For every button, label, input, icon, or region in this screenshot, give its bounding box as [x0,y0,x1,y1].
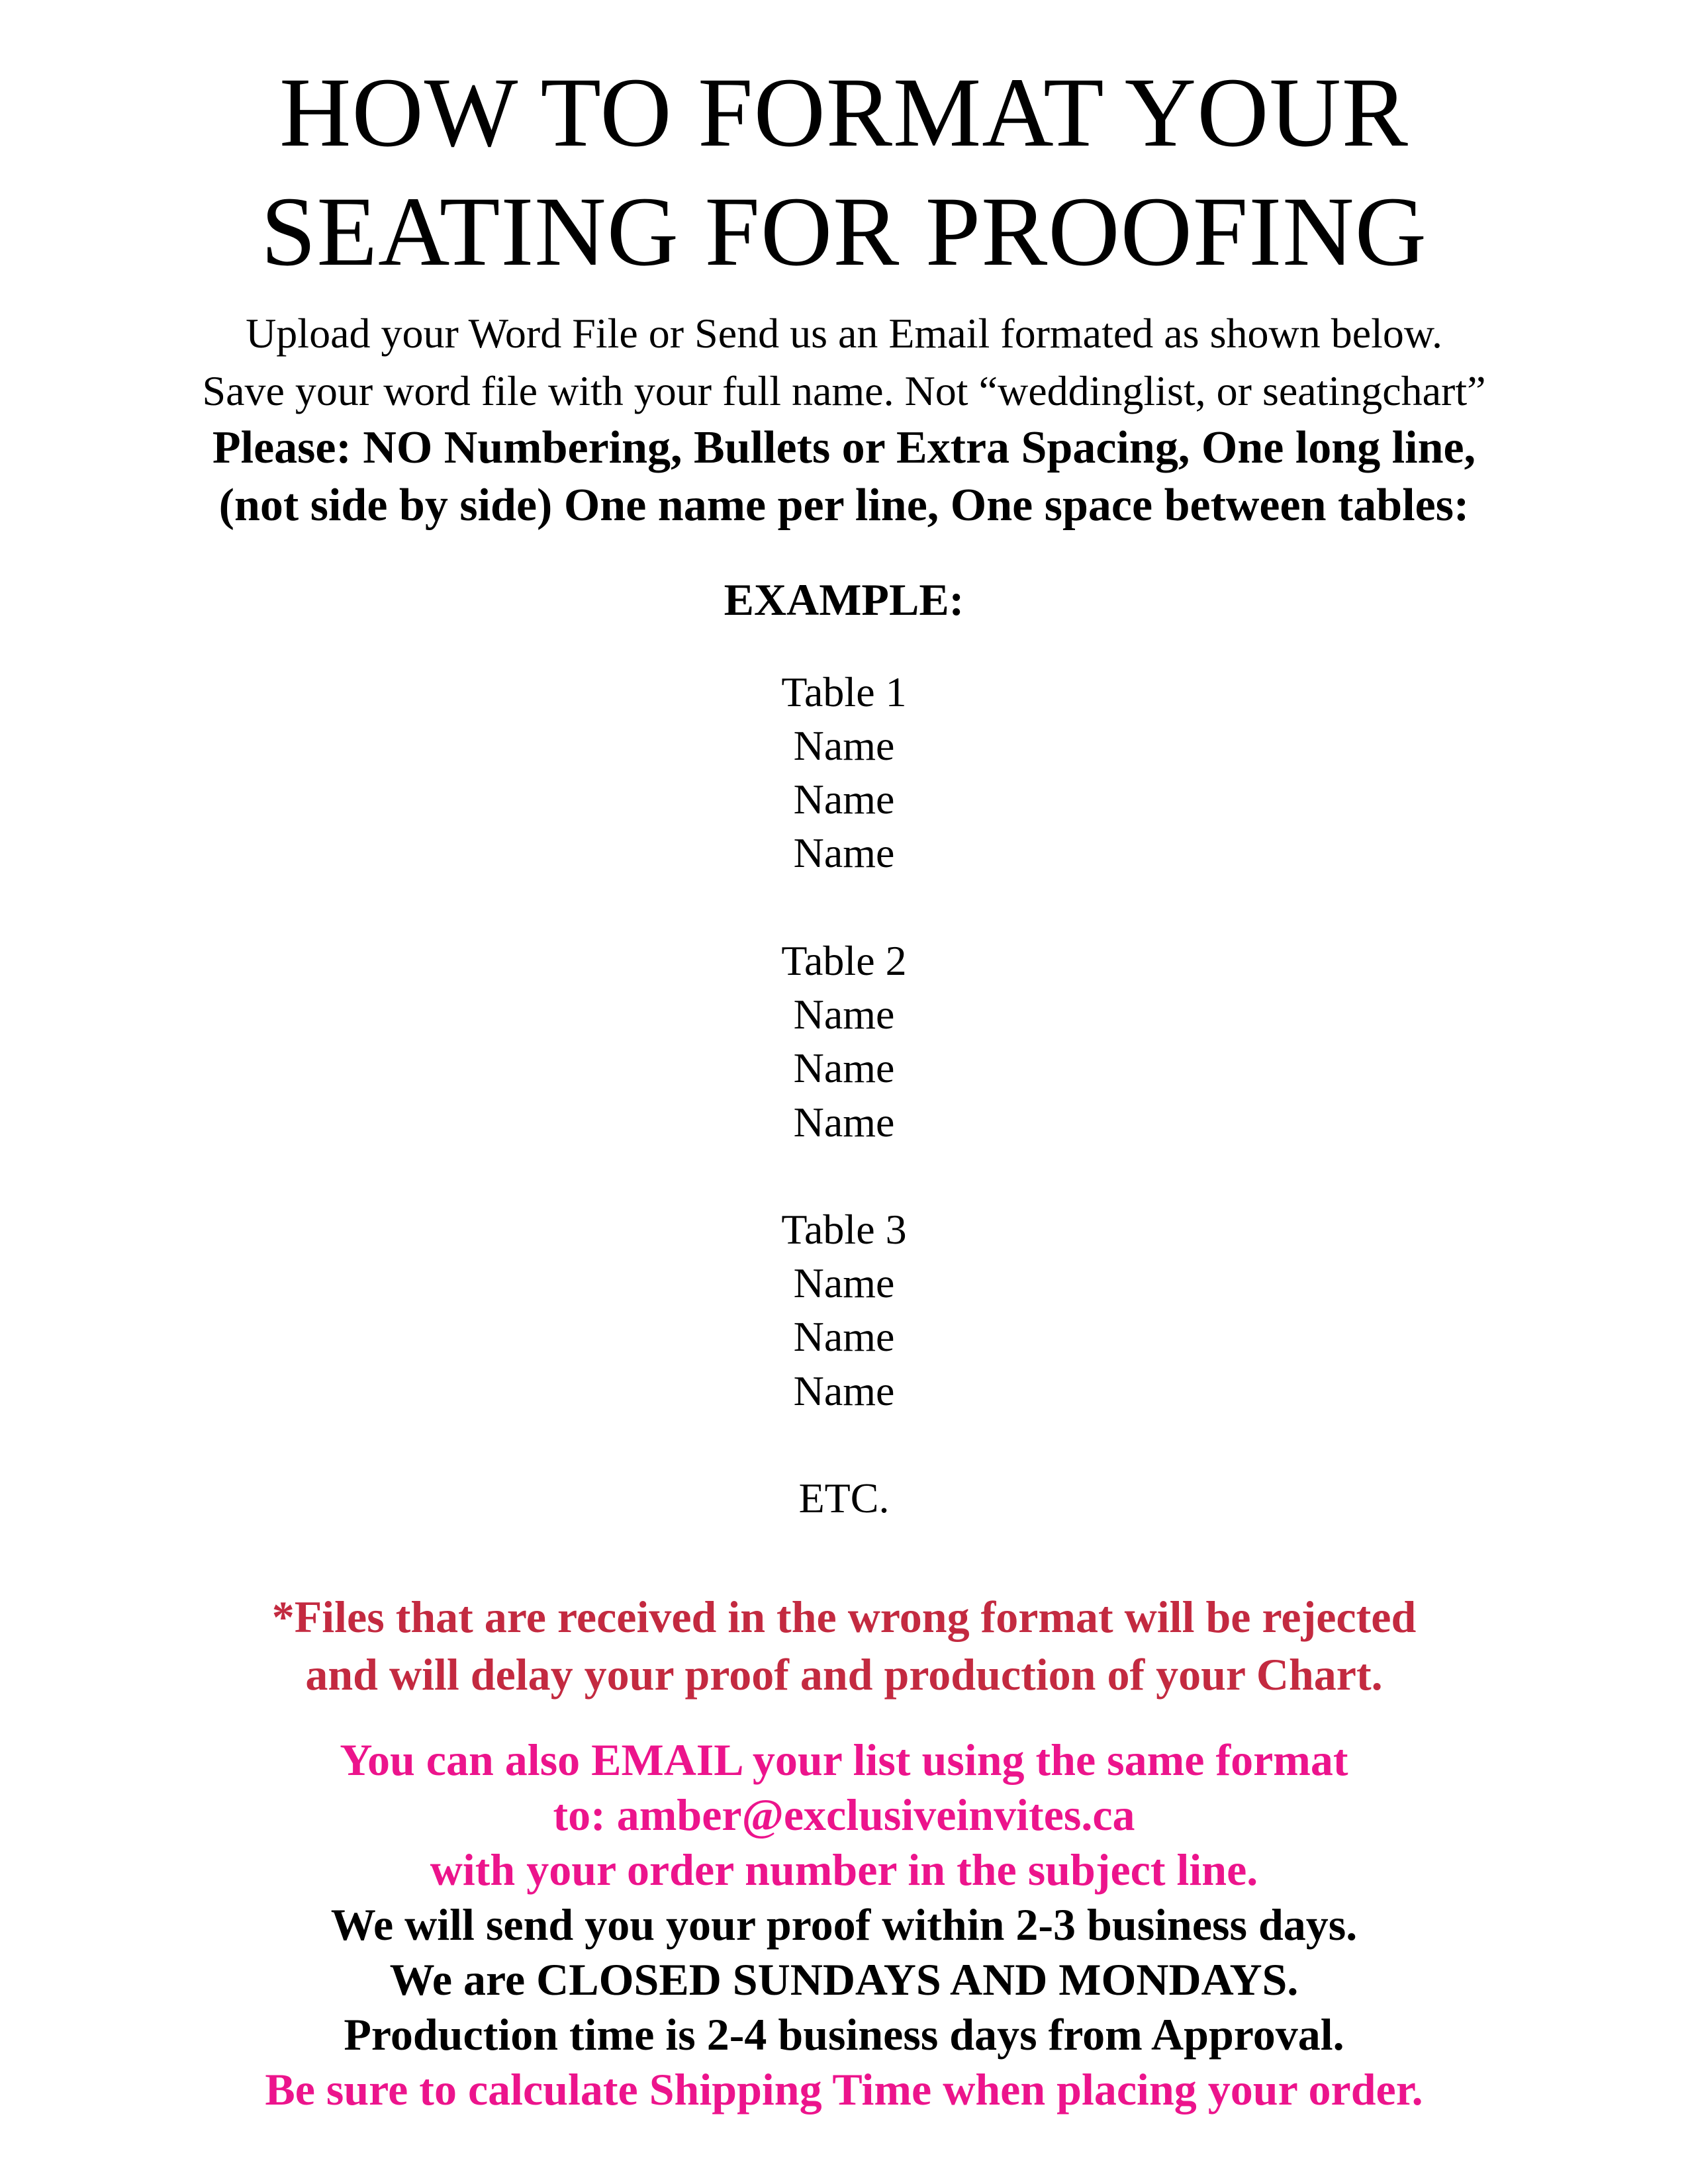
etc-label: ETC. [798,1474,890,1522]
rules-line-1: Please: NO Numbering, Bullets or Extra Spacing, One long line, [212,422,1476,474]
guest-name: Name [793,1098,895,1146]
example-table-group-2 [0,934,1688,1149]
footer-line-subject: with your order number in the subject line. [430,1844,1258,1895]
email-address: amber@exclusiveinvites.ca [616,1790,1135,1841]
guest-name: Name [793,1259,895,1307]
example-table-group-3 [0,1203,1688,1418]
guest-name: Name [793,829,895,877]
guest-name: Name [793,776,895,823]
table-label: Table 3 [781,1205,907,1253]
intro-line-2: Save your word file with your full name. Not “weddinglist, or seatingchart” [202,367,1486,415]
page-title [0,53,1688,291]
guest-name: Name [793,1313,895,1361]
example-list [0,665,1688,1525]
footer-line-closed-days: We are CLOSED SUNDAYS AND MONDAYS. [389,1954,1299,2005]
title-line-2: SEATING FOR PROOFING [261,177,1427,287]
intro-paragraph [0,304,1688,420]
warning-text [0,1588,1688,1704]
guest-name: Name [793,990,895,1038]
warning-line-2: and will delay your proof and production of your Chart. [305,1649,1383,1700]
footer-line-proof-time: We will send you your proof within 2-3 business days. [330,1899,1358,1950]
table-label: Table 2 [781,936,907,984]
footer-line-email-address [0,1788,1688,1843]
example-heading: EXAMPLE: [724,574,964,625]
footer-notes [0,1733,1688,2117]
guest-name: Name [793,721,895,769]
intro-line-1: Upload your Word File or Send us an Email formated as shown below. [246,310,1442,357]
title-line-1: HOW TO FORMAT YOUR [279,58,1409,167]
footer-line-shipping-time: Be sure to calculate Shipping Time when placing your order. [265,2064,1423,2115]
guest-name: Name [793,1044,895,1092]
email-prefix: to: [553,1790,617,1841]
guest-name: Name [793,1367,895,1414]
warning-line-1: *Files that are received in the wrong format will be rejected [271,1592,1417,1643]
format-rules [0,420,1688,535]
footer-line-email-format: You can also EMAIL your list using the same format [340,1735,1348,1786]
footer-line-production-time: Production time is 2-4 business days from Approval. [344,2009,1344,2060]
rules-line-2: (not side by side) One name per line, One space between tables: [218,479,1470,531]
example-table-group-1 [0,665,1688,880]
table-label: Table 1 [781,668,907,715]
